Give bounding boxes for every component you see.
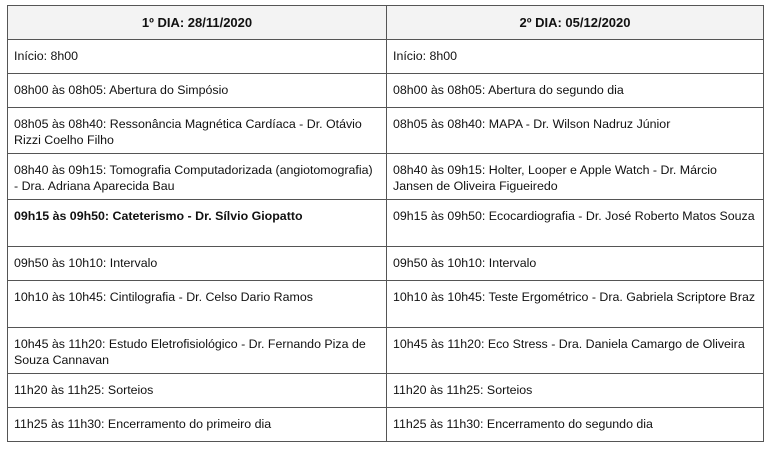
day1-cell: 09h50 às 10h10: Intervalo	[8, 247, 387, 281]
day1-cell: 09h15 às 09h50: Cateterismo - Dr. Sílvio Giopatto	[8, 200, 387, 247]
day1-cell: 10h10 às 10h45: Cintilografia - Dr. Celso Dario Ramos	[8, 281, 387, 328]
table-row	[8, 200, 764, 247]
day1-cell: 11h20 às 11h25: Sorteios	[8, 374, 387, 408]
day2-cell: 08h00 às 08h05: Abertura do segundo dia	[387, 74, 764, 108]
table-row	[8, 108, 764, 154]
header-row	[8, 6, 764, 40]
day1-cell: 10h45 às 11h20: Estudo Eletrofisiológico - Dr. Fernando Piza de Souza Cannavan	[8, 328, 387, 374]
day1-cell: 08h40 às 09h15: Tomografia Computadorizada (angiotomografia) - Dra. Adriana Aparecida Bau	[8, 154, 387, 200]
table-row	[8, 154, 764, 200]
day2-cell: 10h10 às 10h45: Teste Ergométrico - Dra. Gabriela Scriptore Braz	[387, 281, 764, 328]
day2-cell: Início: 8h00	[387, 40, 764, 74]
table-row	[8, 281, 764, 328]
table-row	[8, 408, 764, 442]
day2-cell: 08h40 às 09h15: Holter, Looper e Apple Watch - Dr. Márcio Jansen de Oliveira Figueiredo	[387, 154, 764, 200]
schedule-table	[7, 5, 764, 442]
day2-cell: 08h05 às 08h40: MAPA - Dr. Wilson Nadruz Júnior	[387, 108, 764, 154]
table-row	[8, 328, 764, 374]
day2-cell: 10h45 às 11h20: Eco Stress - Dra. Daniela Camargo de Oliveira	[387, 328, 764, 374]
day2-cell: 09h15 às 09h50: Ecocardiografia - Dr. José Roberto Matos Souza	[387, 200, 764, 247]
day2-cell: 09h50 às 10h10: Intervalo	[387, 247, 764, 281]
day2-header: 2º DIA: 05/12/2020	[387, 6, 764, 40]
day1-cell: 11h25 às 11h30: Encerramento do primeiro dia	[8, 408, 387, 442]
table-row	[8, 247, 764, 281]
day1-header: 1º DIA: 28/11/2020	[8, 6, 387, 40]
table-row	[8, 74, 764, 108]
day1-cell: 08h00 às 08h05: Abertura do Simpósio	[8, 74, 387, 108]
day1-cell: Início: 8h00	[8, 40, 387, 74]
table-row	[8, 374, 764, 408]
day1-cell: 08h05 às 08h40: Ressonância Magnética Cardíaca - Dr. Otávio Rizzi Coelho Filho	[8, 108, 387, 154]
table-row	[8, 40, 764, 74]
day2-cell: 11h25 às 11h30: Encerramento do segundo dia	[387, 408, 764, 442]
day2-cell: 11h20 às 11h25: Sorteios	[387, 374, 764, 408]
